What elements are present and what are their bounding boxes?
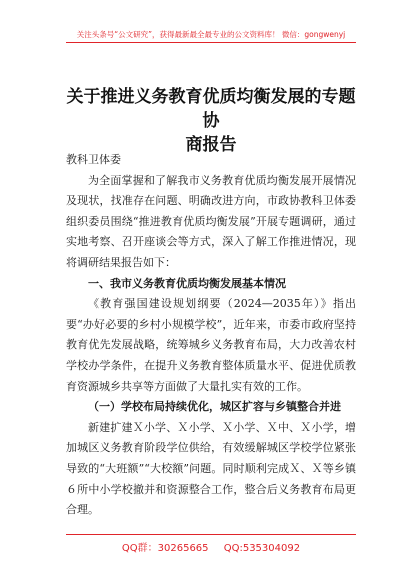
title-line-2: 商报告 — [185, 135, 237, 155]
footer-divider — [66, 534, 356, 535]
title-line-1: 关于推进义务教育优质均衡发展的专题协 — [66, 87, 356, 131]
subsection-1-heading: （一）学校布局持续优化，城区扩容与乡镇整合并进 — [88, 400, 341, 414]
footer-qq: QQ:535304092 — [223, 543, 301, 554]
footer-contact — [66, 539, 356, 554]
header-divider — [66, 42, 356, 43]
section-1-paragraph: 《教育强国建设规划纲要（2024—2035年）》指出要“办好必要的乡村小规模学校”，近年来，市委市政府坚持教育优先发展战略，统筹城乡义务教育布局，大力改善农村学校办学条件，在提升义务教育整体质量水平、促进优质教育资源城乡共享等方面做了大量扎实有效的工作。 — [66, 297, 356, 393]
sender-line: 教科卫体委 — [66, 153, 121, 166]
footer-qq-group: QQ群：30265665 — [121, 543, 209, 554]
section-1-heading: 一、我市义务教育优质均衡发展基本情况 — [88, 276, 286, 290]
header-notice: 关注头条号“公文研究”，获得最新最全最专业的公文资料库！ 微信：gongwenyj — [76, 30, 346, 39]
intro-paragraph: 为全面掌握和了解我市义务教育优质均衡发展开展情况及现状，找准存在问题、明确改进方向，市政协教科卫体委组织委员围绕“推进教育优质均衡发展”开展专题调研，通过实地考察、召开座谈会等方式，深入了解工作推进情况，现将调研结果报告如下： — [66, 173, 356, 269]
document-body — [66, 150, 356, 521]
document-title — [66, 85, 356, 157]
subsection-1-paragraph: 新建扩建Ｘ小学、Ｘ小学、Ｘ小学、Ｘ中、Ｘ小学，增加城区义务教育阶段学位供给，有效缓解城区学校学位紧张导致的“大班额”“大校额”问题。同时顺利完成Ｘ、Ｘ等乡镇６所中小学校撤并和资源整合工作，整合后义务教育布局更合理。 — [66, 420, 356, 517]
